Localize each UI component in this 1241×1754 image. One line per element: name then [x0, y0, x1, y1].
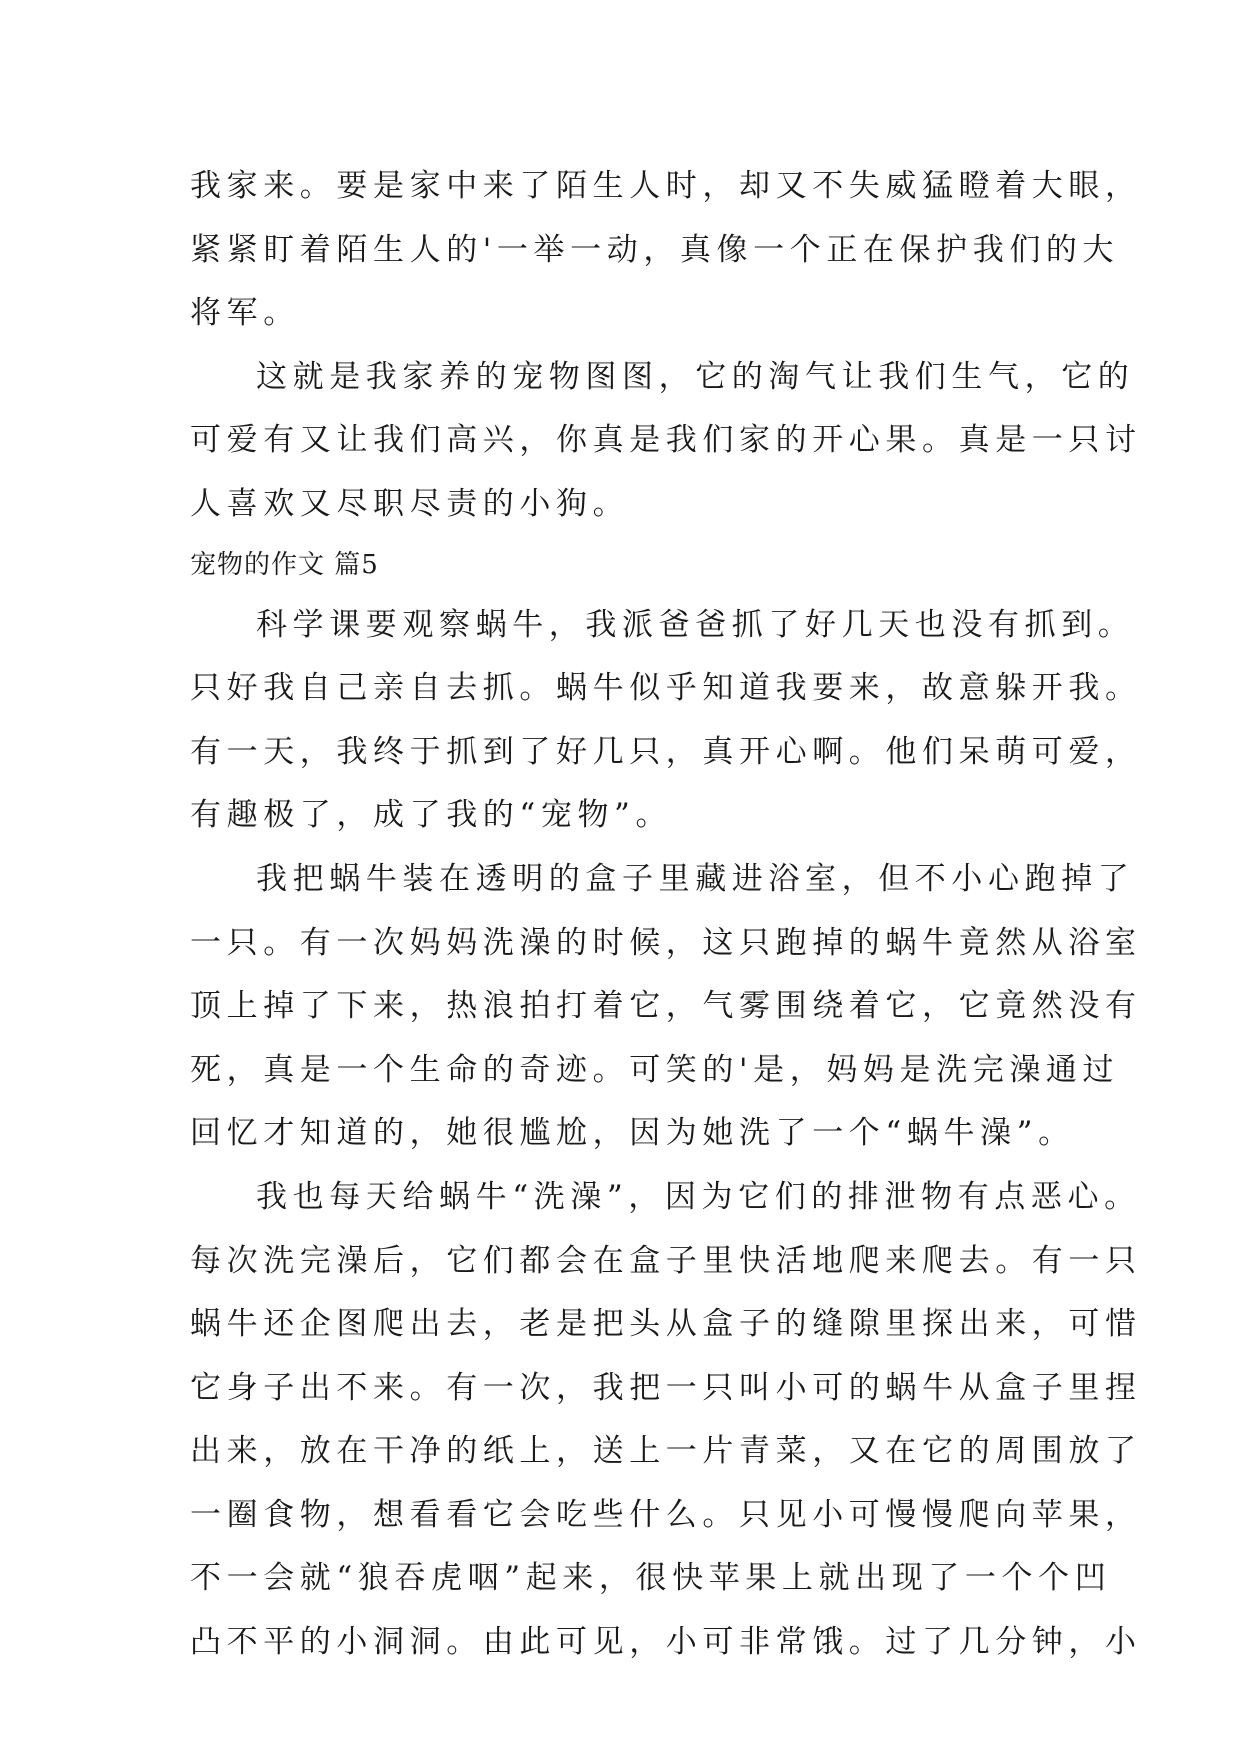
- text-line: 死，真是一个生命的奇迹。可笑的'是，妈妈是洗完澡通过: [190, 1051, 1120, 1088]
- text-line: 人喜欢又尽职尽责的小狗。: [190, 485, 630, 522]
- text-line: 出来，放在干净的纸上，送上一片青菜，又在它的周围放了: [190, 1433, 1142, 1470]
- text-line: 回忆才知道的，她很尴尬，因为她洗了一个“蜗牛澡”。: [190, 1115, 1075, 1152]
- text-line: 每次洗完澡后，它们都会在盒子里快活地爬来爬去。有一只: [190, 1242, 1142, 1279]
- paragraph: [190, 346, 1142, 537]
- text-line: 科学课要观察蜗牛，我派爸爸抓了好几天也没有抓到。: [256, 606, 1135, 643]
- text-line: 将军。: [190, 295, 300, 332]
- text-line: 蜗牛还企图爬出去，老是把头从盒子的缝隙里探出来，可惜: [190, 1306, 1142, 1343]
- text-line: 一圈食物，想看看它会吃些什么。只见小可慢慢爬向苹果，: [190, 1496, 1142, 1533]
- text-line: 凸不平的小洞洞。由此可见，小可非常饿。过了几分钟，小: [190, 1624, 1142, 1661]
- paragraph: [190, 155, 1142, 346]
- document-body: [190, 155, 1142, 1675]
- text-line: 它身子出不来。有一次，我把一只叫小可的蜗牛从盒子里捏: [190, 1369, 1142, 1406]
- text-line: 可爱有又让我们高兴，你真是我们家的开心果。真是一只讨: [190, 422, 1142, 459]
- text-line: 顶上掉了下来，热浪拍打着它，气雾围绕着它，它竟然没有: [190, 988, 1142, 1025]
- text-line: 一只。有一次妈妈洗澡的时候，这只跑掉的蜗牛竟然从浴室: [190, 924, 1142, 961]
- text-line: 我家来。要是家中来了陌生人时，却又不失威猛瞪着大眼，: [190, 168, 1142, 204]
- text-line: 只好我自己亲自去抓。蜗牛似乎知道我要来，故意躲开我。: [190, 670, 1142, 707]
- text-line: 有一天，我终于抓到了好几只，真开心啊。他们呆萌可爱，: [190, 733, 1142, 770]
- text-line: 我把蜗牛装在透明的盒子里藏进浴室，但不小心跑掉了: [256, 860, 1135, 897]
- text-line: 紧紧盯着陌生人的'一举一动，真像一个正在保护我们的大: [190, 231, 1120, 268]
- paragraph: [190, 1166, 1142, 1675]
- text-line: 不一会就“狼吞虎咽”起来，很快苹果上就出现了一个个凹: [190, 1560, 1112, 1597]
- text-line: 这就是我家养的宠物图图，它的淘气让我们生气，它的: [256, 358, 1135, 395]
- section-heading: 宠物的作文 篇5: [190, 549, 379, 580]
- paragraph: [190, 848, 1142, 1166]
- text-line: 我也每天给蜗牛“洗澡”，因为它们的排泄物有点恶心。: [256, 1178, 1141, 1215]
- paragraph: [190, 594, 1142, 848]
- text-line: 有趣极了，成了我的“宠物”。: [190, 797, 673, 834]
